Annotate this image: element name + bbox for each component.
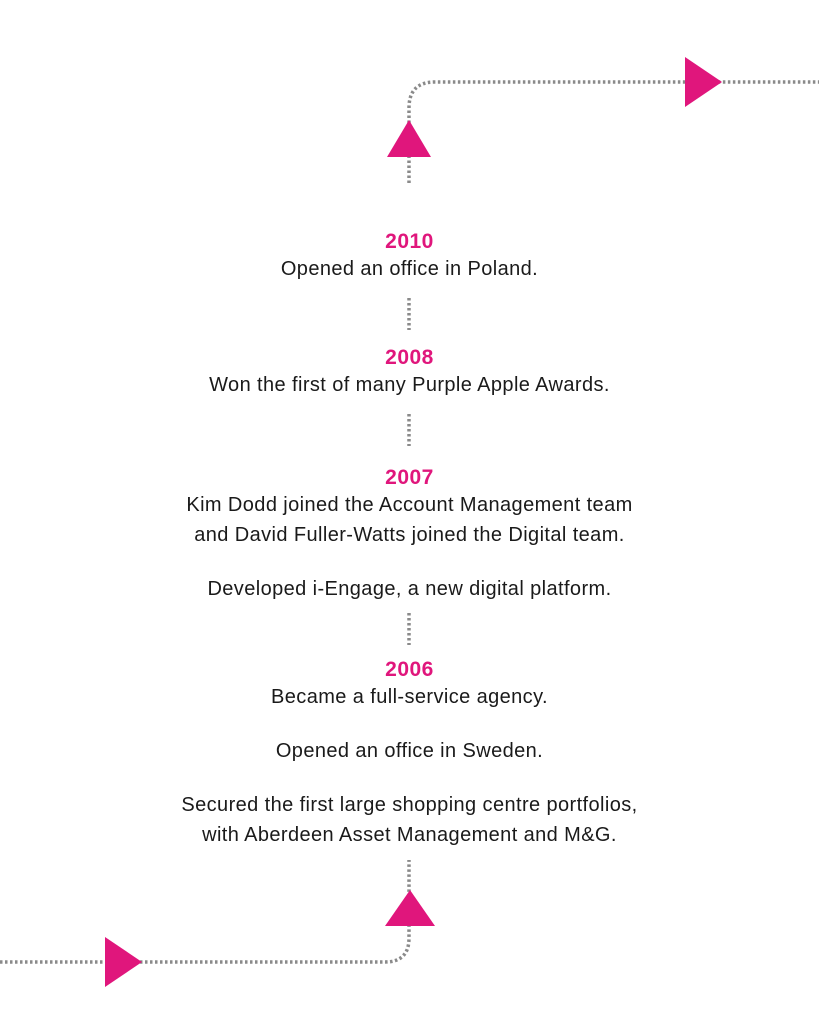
entry-2010: [0, 230, 819, 284]
entry-text: Developed i-Engage, a new digital platform.: [207, 578, 612, 600]
entry-text: Opened an office in Sweden.: [275, 740, 544, 762]
arrow-right-icon: [105, 937, 142, 987]
entry-text: Became a full-service agency.: [271, 686, 548, 708]
entry-year: 2007: [385, 466, 434, 489]
entry-2008: [0, 346, 819, 400]
arrow-up-icon: [385, 890, 435, 926]
arrow-up-icon: [387, 120, 431, 157]
entry-text: Secured the first large shopping centre portfolios,: [181, 794, 638, 816]
entry-text: with Aberdeen Asset Management and M&G.: [202, 824, 617, 846]
arrow-right-icon: [685, 57, 722, 107]
entry-text: Opened an office in Poland.: [280, 258, 539, 280]
entry-year: 2008: [385, 346, 434, 369]
entry-2006: [0, 658, 819, 850]
top-dotted-path: [409, 82, 819, 183]
entry-text: Won the first of many Purple Apple Awards.: [209, 374, 610, 396]
bottom-dotted-path: [0, 860, 409, 962]
entry-year: 2010: [385, 230, 434, 253]
entry-text: Kim Dodd joined the Account Management team: [186, 494, 633, 516]
entry-text: and David Fuller-Watts joined the Digital team.: [194, 524, 625, 546]
entry-year: 2006: [385, 658, 434, 681]
entry-2007: [0, 466, 819, 604]
